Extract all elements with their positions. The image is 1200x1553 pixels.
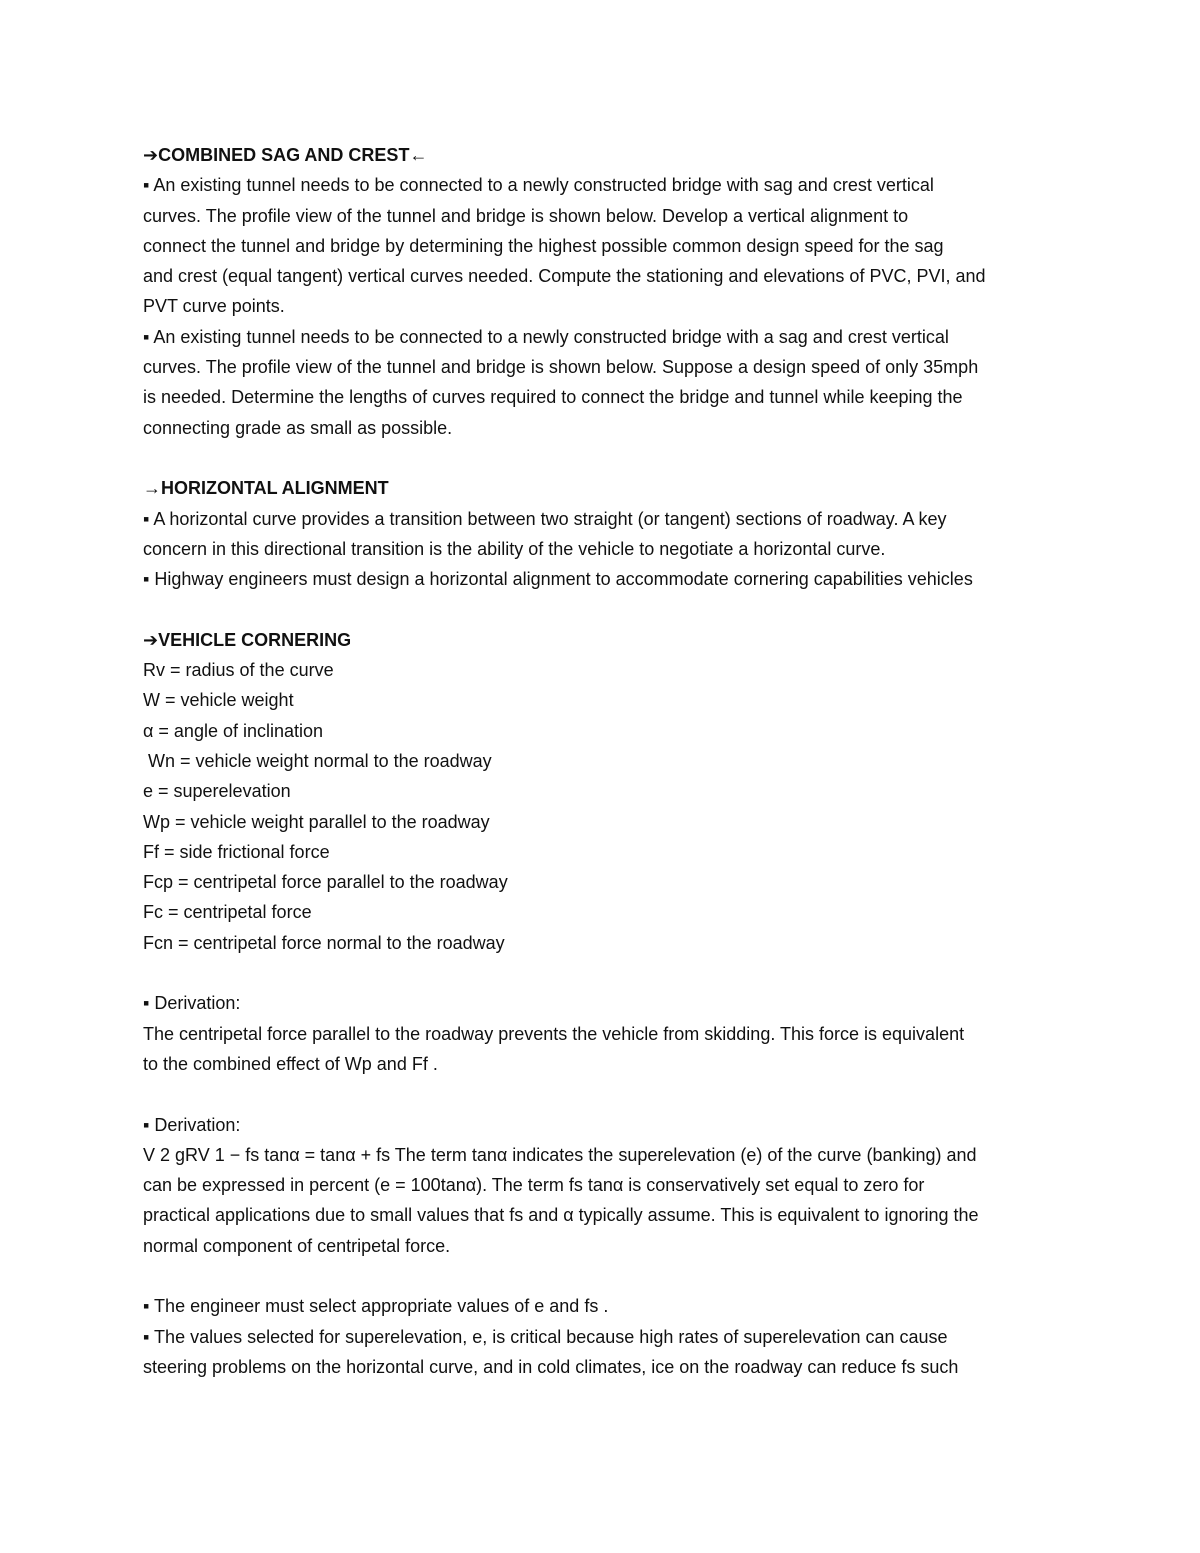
spacer — [143, 1261, 1063, 1291]
paragraph-line: concern in this directional transition is the ability of the vehicle to negotiate a horizontal curve. — [143, 538, 886, 559]
heading-combined-sag-crest — [143, 140, 1063, 170]
left-arrow-icon: ← — [409, 145, 428, 165]
paragraph-line: ▪ Highway engineers must design a horizontal alignment to accommodate cornering capabilities vehicles — [143, 569, 973, 590]
heading-horizontal-alignment — [143, 473, 1063, 503]
right-arrow-icon: ➔ — [143, 145, 159, 165]
definition-line: Ff = side frictional force — [143, 841, 330, 862]
definition-line: e = superelevation — [143, 781, 291, 802]
definition-line: Fcn = centripetal force normal to the roadway — [143, 932, 505, 953]
paragraph-line: The centripetal force parallel to the roadway prevents the vehicle from skidding. This force is equivalent — [143, 1023, 965, 1044]
definition-line: Wp = vehicle weight parallel to the roadway — [143, 811, 490, 832]
definition-line: α = angle of inclination — [143, 720, 324, 741]
definition-line: Fc = centripetal force — [143, 902, 312, 923]
paragraph-line: ▪ A horizontal curve provides a transition between two straight (or tangent) sections of roadway. A key — [143, 508, 947, 529]
definition-line: Rv = radius of the curve — [143, 660, 334, 681]
heading-text: HORIZONTAL ALIGNMENT — [161, 478, 389, 499]
spacer — [143, 1079, 1063, 1109]
paragraph-line: ▪ The engineer must select appropriate values of e and fs . — [143, 1296, 609, 1317]
derivation-label: ▪ Derivation: — [143, 993, 241, 1014]
paragraph-line: steering problems on the horizontal curve, and in cold climates, ice on the roadway can reduce fs such — [143, 1356, 959, 1377]
spacer — [143, 594, 1063, 624]
paragraph-line: V 2 gRV 1 − fs tanα = tanα + fs The term tanα indicates the superelevation (e) of the curve (banking) and — [143, 1144, 977, 1165]
heading-text: VEHICLE CORNERING — [158, 629, 352, 650]
paragraph-line: curves. The profile view of the tunnel and bridge is shown below. Suppose a design speed of only 35mph — [143, 357, 979, 378]
paragraph-line: can be expressed in percent (e = 100tanα). The term fs tanα is conservatively set equal to zero for — [143, 1175, 925, 1196]
heading-text: COMBINED SAG AND CREST — [158, 145, 410, 165]
heading-vehicle-cornering — [143, 625, 1063, 655]
definition-line: Wn = vehicle weight normal to the roadway — [143, 750, 492, 771]
paragraph-line: connecting grade as small as possible. — [143, 417, 453, 438]
paragraph-line: ▪ An existing tunnel needs to be connected to a newly constructed bridge with a sag and crest vertical — [143, 326, 949, 347]
paragraph-line: ▪ An existing tunnel needs to be connected to a newly constructed bridge with sag and crest vertical — [143, 175, 934, 196]
paragraph-line: normal component of centripetal force. — [143, 1235, 451, 1256]
document-page — [143, 140, 1063, 1382]
definition-line: W = vehicle weight — [143, 690, 294, 711]
paragraph-line: curves. The profile view of the tunnel and bridge is shown below. Develop a vertical alignment to — [143, 205, 909, 226]
right-arrow-icon: → — [143, 478, 161, 499]
spacer — [143, 958, 1063, 988]
paragraph-line: is needed. Determine the lengths of curves required to connect the bridge and tunnel while keeping the — [143, 387, 963, 408]
right-arrow-icon: ➔ — [143, 629, 159, 650]
paragraph-line: practical applications due to small values that fs and α typically assume. This is equivalent to ignoring the — [143, 1205, 979, 1226]
derivation-label: ▪ Derivation: — [143, 1114, 241, 1135]
paragraph-line: to the combined effect of Wp and Ff . — [143, 1053, 438, 1074]
paragraph-line: PVT curve points. — [143, 296, 285, 317]
paragraph-line: ▪ The values selected for superelevation, e, is critical because high rates of superelevation can cause — [143, 1326, 948, 1347]
definition-line: Fcp = centripetal force parallel to the roadway — [143, 872, 508, 893]
paragraph-line: connect the tunnel and bridge by determining the highest possible common design speed for the sag — [143, 235, 944, 256]
spacer — [143, 443, 1063, 473]
paragraph-line: and crest (equal tangent) vertical curves needed. Compute the stationing and elevations of PVC, PVI, and — [143, 266, 986, 287]
